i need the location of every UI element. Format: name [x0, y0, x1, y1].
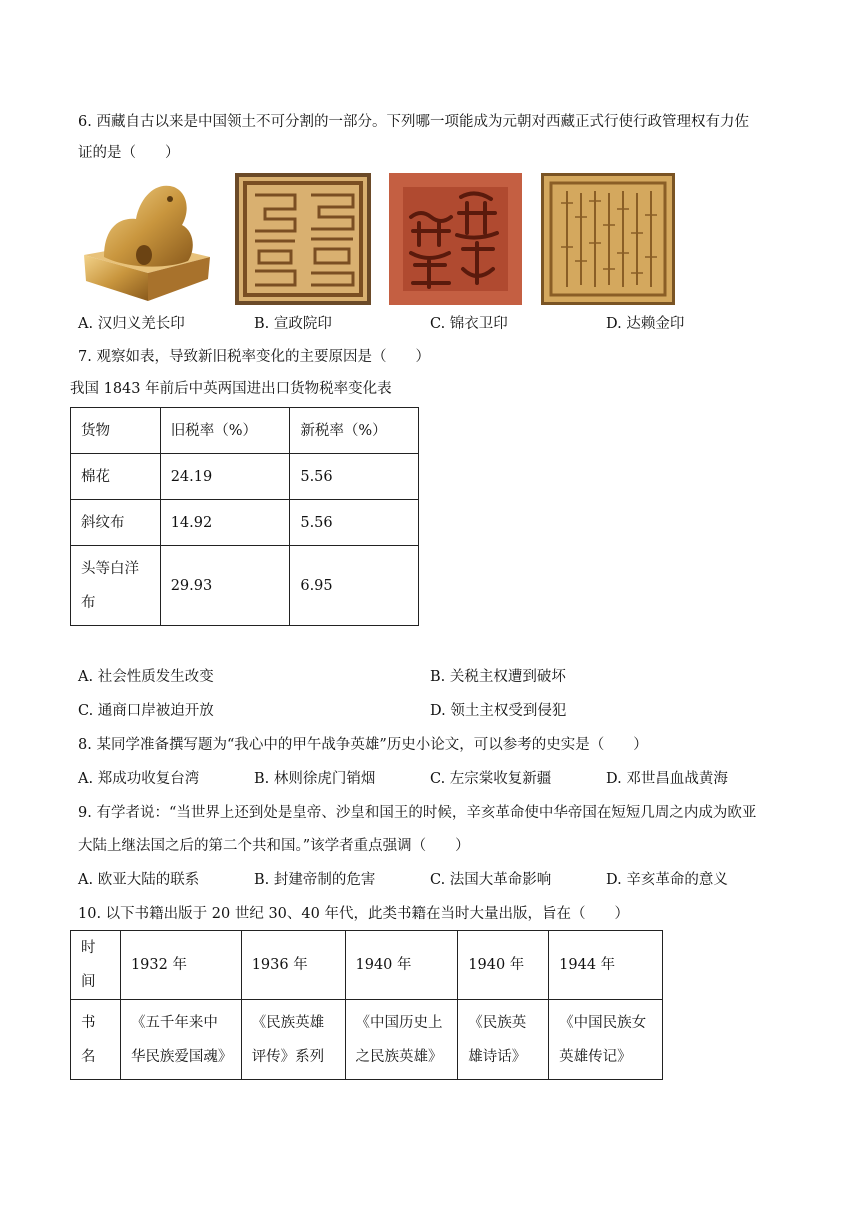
tax-rate-table	[70, 407, 419, 626]
golden-dense-script-seal-icon	[541, 173, 675, 305]
table-cell-line: 《民族英	[468, 1014, 527, 1031]
table-header-cell: 货物	[71, 408, 161, 454]
table-cell: 1940 年	[345, 931, 458, 1000]
seal-image-d	[541, 173, 675, 305]
q7-stem: 7. 观察如表，导致新旧税率变化的主要原因是（ ）	[78, 349, 430, 365]
q6-option-c[interactable]: C. 锦衣卫印	[430, 316, 508, 332]
q9-stem-line2: 大陆上继法国之后的第二个共和国。”该学者重点强调（ ）	[78, 838, 470, 854]
red-seal-script-icon	[389, 173, 522, 305]
q8-option-d[interactable]: D. 邓世昌血战黄海	[606, 771, 728, 787]
table-cell	[120, 1000, 241, 1080]
table-row	[71, 500, 419, 546]
q8-option-c[interactable]: C. 左宗棠收复新疆	[430, 771, 552, 787]
q8-option-a[interactable]: A. 郑成功收复台湾	[78, 771, 200, 787]
table-header-cell: 旧税率（%）	[160, 408, 290, 454]
table-cell-line: 华民族爱国魂》	[130, 1048, 233, 1065]
table-cell: 24.19	[160, 454, 290, 500]
table-cell: 棉花	[71, 454, 161, 500]
seal-image-a	[78, 173, 216, 305]
q9-option-b[interactable]: B. 封建帝制的危害	[254, 872, 376, 888]
table-cell-line: 布	[81, 594, 96, 611]
q6-stem-line1: 6. 西藏自古以来是中国领土不可分割的一部分。下列哪一项能成为元朝对西藏正式行使行政管理权有力佐	[78, 114, 749, 130]
q6-option-d[interactable]: D. 达赖金印	[606, 316, 685, 332]
q10-stem: 10. 以下书籍出版于 20 世纪 30、40 年代，此类书籍在当时大量出版，旨在（ ）	[78, 906, 629, 922]
table-row	[71, 546, 419, 626]
q6-stem-line2: 证的是（ ）	[78, 145, 180, 161]
table-row	[71, 931, 663, 1000]
table-cell: 1944 年	[549, 931, 663, 1000]
table-cell: 斜纹布	[71, 500, 161, 546]
books-table	[70, 930, 663, 1080]
table-row	[71, 454, 419, 500]
table-cell	[71, 546, 161, 626]
table-row	[71, 1000, 663, 1080]
table-cell-line: 评传》系列	[251, 1048, 325, 1065]
q6-option-b[interactable]: B. 宣政院印	[254, 316, 332, 332]
table-cell: 1936 年	[241, 931, 345, 1000]
golden-animal-knob-seal-icon	[78, 173, 216, 305]
table-cell-line: 《五千年来中	[130, 1014, 218, 1031]
seal-image-b	[235, 173, 371, 305]
seal-image-c	[389, 173, 522, 305]
q7-option-a[interactable]: A. 社会性质发生改变	[78, 669, 214, 685]
table-cell: 6.95	[290, 546, 419, 626]
table-cell-line: 《中国历史上	[355, 1014, 443, 1031]
q9-option-a[interactable]: A. 欧亚大陆的联系	[78, 872, 200, 888]
table-cell: 29.93	[160, 546, 290, 626]
table-header-row	[71, 408, 419, 454]
table-cell: 1940 年	[458, 931, 549, 1000]
xuanzheng-yuan-seal-icon	[235, 173, 371, 305]
table-cell-line: 雄诗话》	[468, 1048, 527, 1065]
table-cell: 1932 年	[120, 931, 241, 1000]
table-cell	[458, 1000, 549, 1080]
table-cell	[549, 1000, 663, 1080]
table-header-cell: 时间	[71, 931, 121, 1000]
table-cell: 5.56	[290, 454, 419, 500]
q9-option-c[interactable]: C. 法国大革命影响	[430, 872, 552, 888]
q9-option-d[interactable]: D. 辛亥革命的意义	[606, 872, 728, 888]
q7-option-b[interactable]: B. 关税主权遭到破坏	[430, 669, 566, 685]
q7-table-caption: 我国 1843 年前后中英两国进出口货物税率变化表	[70, 381, 392, 397]
table-cell-line: 之民族英雄》	[355, 1048, 443, 1065]
table-cell-line: 头等白洋	[81, 560, 139, 577]
table-cell-line: 《民族英雄	[251, 1014, 325, 1031]
q6-option-a[interactable]: A. 汉归义羌长印	[78, 316, 185, 332]
table-cell: 14.92	[160, 500, 290, 546]
q7-option-c[interactable]: C. 通商口岸被迫开放	[78, 703, 214, 719]
table-cell-line: 《中国民族女	[559, 1014, 647, 1031]
table-cell-line: 英雄传记》	[559, 1048, 632, 1065]
table-header-cell: 新税率（%）	[290, 408, 419, 454]
q8-stem: 8. 某同学准备撰写题为“我心中的甲午战争英雄”历史小论文，可以参考的史实是（ ）	[78, 737, 648, 753]
table-cell	[345, 1000, 458, 1080]
table-cell: 5.56	[290, 500, 419, 546]
q8-option-b[interactable]: B. 林则徐虎门销烟	[254, 771, 376, 787]
table-cell	[241, 1000, 345, 1080]
q7-option-d[interactable]: D. 领土主权受到侵犯	[430, 703, 567, 719]
q9-stem-line1: 9. 有学者说：“当世界上还到处是皇帝、沙皇和国王的时候，辛亥革命使中华帝国在短短几周之内成为欧亚	[78, 805, 757, 821]
table-header-cell: 书名	[71, 1000, 121, 1080]
